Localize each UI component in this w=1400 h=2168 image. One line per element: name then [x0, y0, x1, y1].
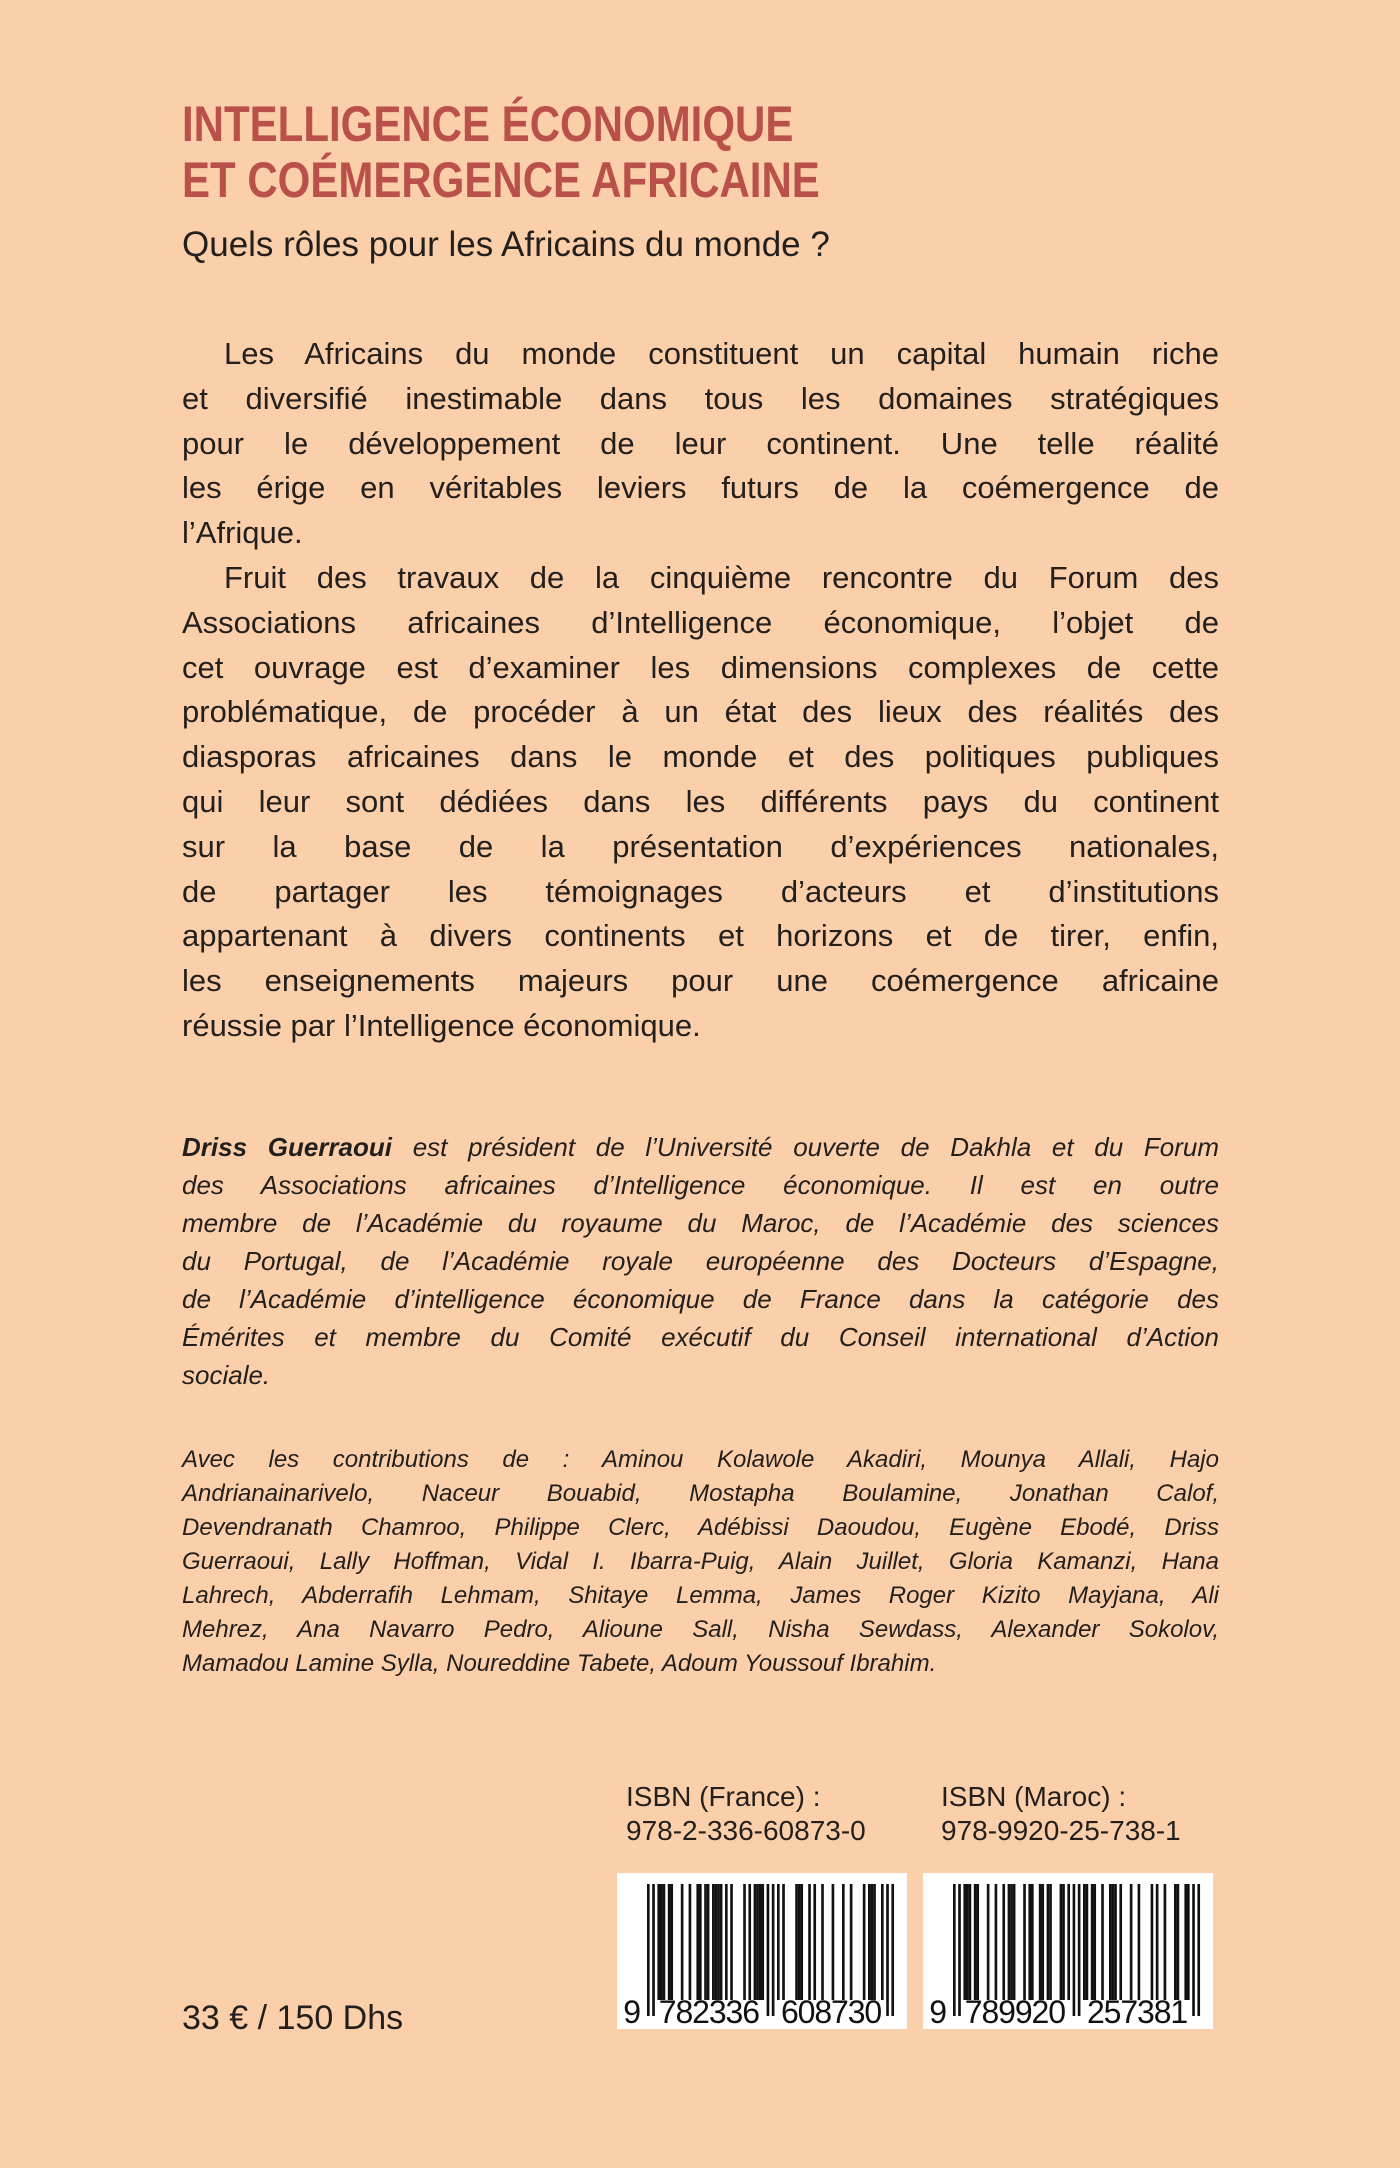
- barcode-bar: [1047, 1884, 1050, 2000]
- barcode-bar: [720, 1884, 723, 2000]
- barcode-bar: [715, 1884, 718, 2000]
- barcode-bar: [1031, 1884, 1034, 2000]
- isbn-maroc: [941, 1780, 1181, 1848]
- paragraph-2-line: appartenant à divers continents et horizons et de tirer, enfin,: [182, 918, 1219, 954]
- barcode-bar: [1060, 1884, 1063, 2000]
- barcode-bar: [1083, 1884, 1086, 2000]
- barcode-bar: [759, 1884, 762, 2000]
- barcode-bar: [881, 1884, 884, 2000]
- barcode-bar: [1093, 1884, 1096, 2000]
- barcode-bar: [813, 1884, 816, 2000]
- barcode-bar: [1039, 1884, 1042, 2000]
- bio-line: Driss Guerraoui est président de l’Université ouverte de Dakhla et du Forum: [182, 1132, 1219, 1162]
- barcode-bar: [1174, 1884, 1177, 2000]
- barcode-bar: [681, 1884, 684, 2000]
- isbn-france-number: 978-2-336-60873-0: [626, 1815, 866, 1846]
- barcode-bar: [863, 1884, 866, 2000]
- barcode-bar: [748, 1884, 751, 2000]
- paragraph-2-line: les enseignements majeurs pour une coémergence africaine: [182, 963, 1219, 999]
- barcode-bar: [958, 1884, 961, 2016]
- paragraph-2-line: Associations africaines d’Intelligence économique, l’objet de: [182, 604, 1219, 640]
- barcode-bar: [717, 1884, 720, 2000]
- bio-line: Émérites et membre du Comité exécutif du Conseil international d’Action: [182, 1322, 1219, 1352]
- barcode-bar: [987, 1884, 990, 2000]
- paragraph-2-line: réussie par l’Intelligence économique.: [182, 1007, 701, 1043]
- barcode-digits: 608730: [781, 1994, 883, 2029]
- barcode-bar: [1023, 1884, 1026, 2000]
- barcode-bar: [842, 1884, 845, 2000]
- barcode-france-svg: [617, 1873, 907, 2029]
- barcode-bar: [652, 1884, 655, 2016]
- contributors-line: Avec les contributions de : Aminou Kolawole Akadiri, Mounya Allali, Hajo: [182, 1446, 1219, 1473]
- bio-line: membre de l’Académie du royaume du Maroc, de l’Académie des sciences: [182, 1208, 1219, 1238]
- barcode-bar: [660, 1884, 663, 2000]
- paragraph-2-line: Fruit des travaux de la cinquième rencontre du Forum des: [224, 559, 1219, 595]
- paragraph-2-line: diasporas africaines dans le monde et des politiques publiques: [182, 739, 1219, 775]
- barcode-bar: [1078, 1884, 1081, 2016]
- barcode-bar: [795, 1884, 798, 2000]
- paragraph-2-line: de partager les témoignages d’acteurs et d’institutions: [182, 873, 1219, 909]
- barcode-bar: [1101, 1884, 1104, 2000]
- author-bio: [182, 1128, 1219, 1394]
- barcode-bar: [1028, 1884, 1031, 2000]
- isbn-france-label: ISBN (France) :: [626, 1781, 821, 1812]
- barcode-bar: [670, 1884, 673, 2000]
- contributors-line: Mamadou Lamine Sylla, Noureddine Tabete, Adoum Youssouf Ibrahim.: [182, 1650, 937, 1677]
- barcode-bar: [966, 1884, 969, 2000]
- contributors-list: [182, 1443, 1219, 1681]
- barcode-bar: [754, 1884, 757, 2000]
- paragraph-2-line: problématique, de procéder à un état des lieux des réalités des: [182, 694, 1219, 730]
- barcode-bar: [767, 1884, 770, 2016]
- barcode-bar: [1067, 1884, 1070, 2000]
- barcode-bar: [974, 1884, 977, 2000]
- paragraph-1-line: Les Africains du monde constituent un capital humain riche: [224, 336, 1219, 371]
- barcode-france: [617, 1873, 907, 2029]
- barcode-bar: [1151, 1884, 1154, 2000]
- paragraph-1-line: l’Afrique.: [182, 515, 303, 551]
- barcode-bar: [1130, 1884, 1133, 2000]
- barcode-bar: [756, 1884, 759, 2000]
- barcode-bar: [1197, 1884, 1200, 2016]
- barcode-bar: [743, 1884, 746, 2000]
- barcode-bar: [1119, 1884, 1122, 2000]
- barcode-bar: [777, 1884, 780, 2000]
- barcode-bar: [699, 1884, 702, 2000]
- isbn-france: [626, 1780, 866, 1848]
- barcode-bar: [1164, 1884, 1167, 2000]
- barcode-bar: [1008, 1884, 1011, 2000]
- contributors-line: Andrianainarivelo, Naceur Bouabid, Mostapha Boulamine, Jonathan Calof,: [182, 1480, 1219, 1507]
- barcode-bar: [1049, 1884, 1052, 2000]
- barcode-bar: [1112, 1884, 1115, 2000]
- contributors-line: Lahrech, Abderrafih Lehmam, Shitaye Lemma, James Roger Kizito Mayjana, Ali: [182, 1582, 1219, 1609]
- paragraph-1-line: et diversifié inestimable dans tous les domaines stratégiques: [182, 380, 1219, 416]
- barcode-bar: [772, 1884, 775, 2016]
- barcode-bar: [868, 1884, 871, 2000]
- barcode-bar: [832, 1884, 835, 2000]
- barcode-bar: [969, 1884, 972, 2000]
- barcode-bar: [995, 1884, 998, 2000]
- bio-line: sociale.: [182, 1360, 271, 1390]
- barcode-bar: [886, 1884, 889, 2016]
- bio-line: du Portugal, de l’Académie royale européenne des Docteurs d’Espagne,: [182, 1246, 1219, 1276]
- barcode-bar: [1184, 1884, 1187, 2000]
- paragraph-1-line: pour le développement de leur continent. Une telle réalité: [182, 425, 1219, 461]
- barcode-maroc: [923, 1873, 1213, 2029]
- barcode-bar: [1013, 1884, 1016, 2000]
- barcode-bar: [1114, 1884, 1117, 2000]
- barcode-bar: [657, 1884, 660, 2000]
- barcode-bar: [871, 1884, 874, 2000]
- barcode-bar: [891, 1884, 894, 2016]
- barcode-digits: 789920: [964, 1994, 1066, 2029]
- barcode-bar: [1002, 1884, 1005, 2000]
- paragraph-2-line: qui leur sont dédiées dans les différents pays du continent: [182, 783, 1219, 819]
- contributors-line: Mehrez, Ana Navarro Pedro, Alioune Sall, Nisha Sewdass, Alexander Sokolov,: [182, 1616, 1219, 1643]
- paragraph-2-line: sur la base de la présentation d’expériences nationales,: [182, 828, 1219, 864]
- barcode-bar: [689, 1884, 692, 2000]
- barcode-bar: [963, 1884, 966, 2000]
- barcode-digits: 257381: [1087, 1994, 1189, 2029]
- barcode-bar: [1138, 1884, 1141, 2000]
- price: 33 € / 150 Dhs: [182, 1999, 404, 2037]
- bio-line: de l’Académie d’intelligence économique de France dans la catégorie des: [182, 1284, 1219, 1314]
- isbn-maroc-number: 978-9920-25-738-1: [941, 1815, 1181, 1846]
- title-line-1: INTELLIGENCE ÉCONOMIQUE: [182, 96, 794, 152]
- barcode-digits: 782336: [658, 1994, 760, 2029]
- barcode-bar: [712, 1884, 715, 2000]
- bio-line: des Associations africaines d’Intelligence économique. Il est en outre: [182, 1170, 1219, 1200]
- barcode-bar: [1091, 1884, 1094, 2000]
- book-title: [182, 96, 941, 208]
- barcode-bar: [976, 1884, 979, 2000]
- contributors-line: Devendranath Chamroo, Philippe Clerc, Adébissi Daoudou, Eugène Ebodé, Driss: [182, 1514, 1219, 1541]
- barcode-bar: [821, 1884, 824, 2000]
- barcode-bar: [1062, 1884, 1065, 2000]
- barcode-bar: [1073, 1884, 1076, 2016]
- barcode-bar: [808, 1884, 811, 2000]
- barcode-bar: [1010, 1884, 1013, 2000]
- barcode-maroc-svg: [923, 1873, 1213, 2029]
- barcode-bar: [782, 1884, 785, 2000]
- barcode-bar: [725, 1884, 728, 2000]
- barcode-bar: [1086, 1884, 1089, 2000]
- barcode-digits: 9: [623, 1994, 641, 2029]
- paragraph-1-line: les érige en véritables leviers futurs de la coémergence de: [182, 470, 1219, 506]
- author-name: Driss Guerraoui: [182, 1132, 392, 1162]
- barcode-digits: 9: [929, 1994, 947, 2029]
- barcode-bar: [730, 1884, 733, 2000]
- barcode-bar: [953, 1884, 956, 2016]
- barcode-bar: [800, 1884, 803, 2000]
- barcode-bar: [647, 1884, 650, 2016]
- barcode-bar: [1192, 1884, 1195, 2016]
- barcode-bar: [707, 1884, 710, 2000]
- summary-text: [182, 332, 1219, 1049]
- contributors-line: Guerraoui, Lally Hoffman, Vidal I. Ibarra-Puig, Alain Juillet, Gloria Kamanzi, Hana: [182, 1548, 1219, 1575]
- barcode-bar: [873, 1884, 876, 2000]
- isbn-maroc-label: ISBN (Maroc) :: [941, 1781, 1127, 1812]
- barcode-bar: [704, 1884, 707, 2000]
- barcode-bar: [850, 1884, 853, 2000]
- barcode-bar: [798, 1884, 801, 2000]
- barcode-bar: [1177, 1884, 1180, 2000]
- book-subtitle: Quels rôles pour les Africains du monde ?: [182, 225, 830, 264]
- barcode-bar: [761, 1884, 764, 2000]
- barcode-bar: [1109, 1884, 1112, 2000]
- barcode-bar: [696, 1884, 699, 2000]
- barcode-bar: [663, 1884, 666, 2000]
- paragraph-2-line: cet ouvrage est d’examiner les dimensions complexes de cette: [182, 649, 1219, 685]
- title-line-2: ET COÉMERGENCE AFRICAINE: [182, 152, 820, 208]
- barcode-bar: [1041, 1884, 1044, 2000]
- barcode-bar: [1156, 1884, 1159, 2000]
- barcode-bar: [668, 1884, 671, 2000]
- barcode-bar: [1187, 1884, 1190, 2000]
